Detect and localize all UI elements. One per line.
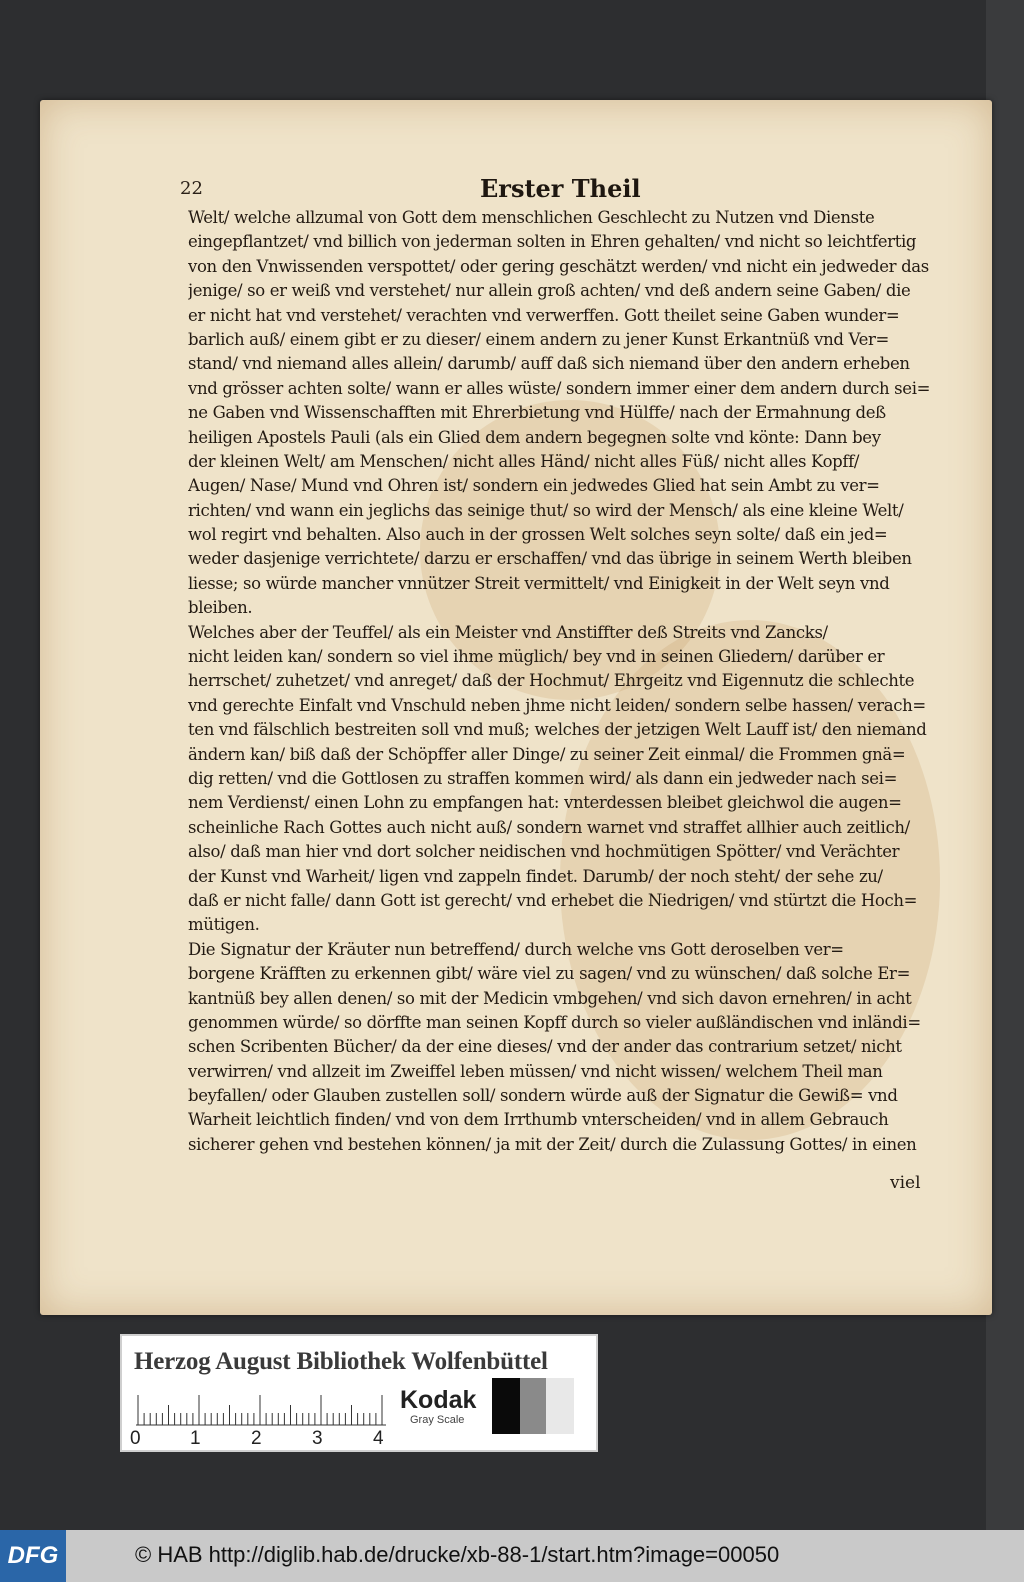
text-line: nicht leiden kan/ sondern so viel ihme müglich/ bey vnd in seinen Gliedern/ darüber er <box>188 647 885 667</box>
text-line: vnd gerechte Einfalt vnd Vnschuld neben jhme nicht leiden/ sondern selbe hassen/ verach= <box>188 695 926 715</box>
text-line: mütigen. <box>188 915 260 935</box>
text-line: Warheit leichtlich finden/ vnd von dem Irrthumb vnterscheiden/ vnd in allem Gebrauch <box>188 1110 889 1130</box>
kodak-logo: Kodak <box>400 1386 477 1414</box>
text-line: kantnüß bey allen denen/ so mit der Medicin vmbgehen/ vnd sich davon ernehren/ in acht <box>188 988 912 1008</box>
text-line: jenige/ so er weiß vnd verstehet/ nur allein groß achten/ vnd deß andern seine Gaben/ die <box>188 281 911 301</box>
ruler-number: 0 <box>130 1428 141 1449</box>
dfg-logo: DFG <box>0 1530 66 1582</box>
text-line: dig retten/ vnd die Gottlosen zu straffen kommen wird/ als dann ein jedweder nach sei= <box>188 768 898 788</box>
text-line: sicherer gehen vnd bestehen können/ ja mit der Zeit/ durch die Zulassung Gottes/ in einen <box>188 1134 917 1154</box>
text-line: ten vnd fälschlich bestreiten soll vnd muß; welches der jetzigen Welt Lauff ist/ den niemand <box>188 720 927 740</box>
ruler-number: 1 <box>190 1428 201 1449</box>
text-line: der kleinen Welt/ am Menschen/ nicht alles Händ/ nicht alles Füß/ nicht alles Kopff/ <box>188 451 860 471</box>
gray-swatch-mid <box>520 1378 546 1434</box>
body-text <box>188 206 978 1157</box>
text-line: richten/ vnd wann ein jeglichs das seinige thut/ so wird der Mensch/ als eine kleine Welt/ <box>188 500 904 520</box>
page-header <box>40 174 992 208</box>
color-target <box>120 1334 598 1452</box>
text-line: eingepflantzet/ vnd billich von jederman solten in Ehren gehalten/ vnd nicht so leichtfertig <box>188 232 917 252</box>
text-line: er nicht hat vnd verstehet/ verachten vnd verwerffen. Gott theilet seine Gaben wunder= <box>188 305 900 325</box>
text-line: nem Verdienst/ einen Lohn zu empfangen hat: vnterdessen bleibet gleichwol die augen= <box>188 793 902 813</box>
text-line: ändern kan/ biß daß der Schöpffer aller Dinge/ zu seiner Zeit einmal/ die Frommen gnä= <box>188 744 906 764</box>
running-head: Erster Theil <box>480 174 641 203</box>
gray-scale-label: Gray Scale <box>410 1414 465 1426</box>
text-line: scheinliche Rach Gottes auch nicht auß/ sondern warnet vnd straffet allhier auch zeitlich/ <box>188 817 910 837</box>
page-number: 22 <box>180 178 203 199</box>
text-line: borgene Kräfften zu erkennen gibt/ wäre viel zu sagen/ vnd zu wünschen/ daß solche Er= <box>188 964 911 984</box>
text-line: stand/ vnd niemand alles allein/ darumb/ auff daß sich niemand über den andern erheben <box>188 354 910 374</box>
ruler-number: 4 <box>373 1428 384 1449</box>
footer-bar <box>0 1530 1024 1582</box>
ruler-number: 2 <box>251 1428 262 1449</box>
text-line: heiligen Apostels Pauli (als ein Glied dem andern begegnen solte vnd könte: Dann bey <box>188 427 881 447</box>
text-line: genommen würde/ so dörffte man seinen Kopff durch so vieler außländischen vnd inländi= <box>188 1012 921 1032</box>
text-line: ne Gaben vnd Wissenschafften mit Ehrerbietung vnd Hülffe/ nach der Ermahnung deß <box>188 403 886 423</box>
text-line: Die Signatur der Kräuter nun betreffend/ durch welche vns Gott deroselben ver= <box>188 939 844 959</box>
text-line: vnd grösser achten solte/ wann er alles wüste/ sondern immer einer dem andern durch sei= <box>188 378 931 398</box>
text-line: herrschet/ zuhetzet/ vnd anreget/ daß der Hochmut/ Ehrgeitz vnd Eigennutz die schlechte <box>188 671 915 691</box>
text-line: beyfallen/ oder Glauben zustellen soll/ sondern würde auß der Signatur die Gewiß= vnd <box>188 1086 898 1106</box>
text-line: Welches aber der Teuffel/ als ein Meister vnd Anstiffter deß Streits vnd Zancks/ <box>188 622 828 642</box>
text-line: liesse; so würde mancher vnnützer Streit vermittelt/ vnd Einigkeit in der Welt seyn vnd <box>188 573 890 593</box>
text-line: der Kunst vnd Warheit/ ligen vnd zappeln findet. Darumb/ der noch steht/ der sehe zu/ <box>188 866 883 886</box>
text-line: also/ daß man hier vnd dort solcher neidischen vnd hochmütigen Spötter/ vnd Verächter <box>188 842 900 862</box>
copyright-link[interactable]: © HAB http://diglib.hab.de/drucke/xb-88-1/start.htm?image=00050 <box>135 1542 780 1567</box>
ruler <box>136 1390 386 1426</box>
library-name: Herzog August Bibliothek Wolfenbüttel <box>134 1348 548 1375</box>
text-line: Welt/ welche allzumal von Gott dem menschlichen Geschlecht zu Nutzen vnd Dienste <box>188 208 875 227</box>
text-line: wol regirt vnd behalten. Also auch in der grossen Welt solches seyn solte/ daß ein jed= <box>188 525 888 545</box>
ruler-numbers <box>130 1428 390 1450</box>
gray-swatch-black <box>492 1378 520 1434</box>
text-line: weder dasjenige verrichtete/ darzu er erschaffen/ vnd das übrige in seinem Werth bleiben <box>188 549 912 569</box>
text-line: verwirren/ vnd allzeit im Zweiffel leben müssen/ vnd nicht wissen/ welchem Theil man <box>188 1061 883 1081</box>
text-line: Augen/ Nase/ Mund vnd Ohren ist/ sondern ein jedwedes Glied hat sein Ambt zu ver= <box>188 476 880 496</box>
text-line: schen Scribenten Bücher/ da der eine dieses/ vnd der ander das contrarium setzet/ nicht <box>188 1037 902 1057</box>
gray-swatch-light <box>546 1378 574 1434</box>
ruler-number: 3 <box>312 1428 323 1449</box>
text-line: barlich auß/ einem gibt er zu dieser/ einem andern zu jener Kunst Erkantnüß vnd Ver= <box>188 329 890 349</box>
text-line: daß er nicht falle/ dann Gott ist gerecht/ vnd erhebet die Niedrigen/ vnd stürtzt die Hoch= <box>188 890 918 910</box>
text-line: bleiben. <box>188 598 253 618</box>
catchword: viel <box>890 1173 921 1193</box>
text-line: von den Vnwissenden verspottet/ oder gering geschätzt werden/ vnd nicht ein jedweder das <box>188 256 929 276</box>
book-page <box>40 100 992 1315</box>
